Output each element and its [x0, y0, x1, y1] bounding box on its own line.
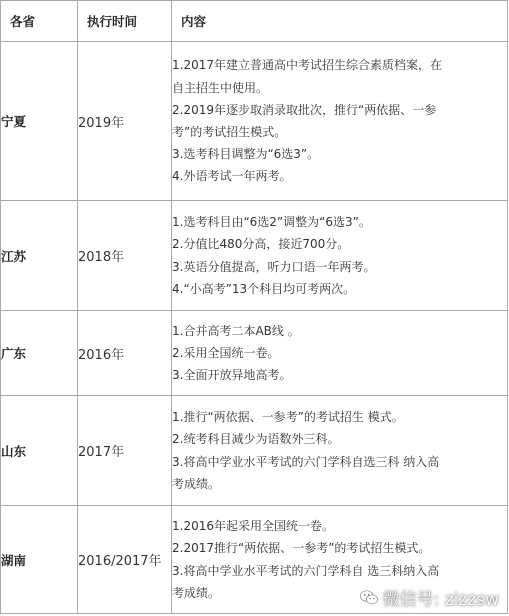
content-line: 自主招生中使用。: [172, 80, 269, 95]
content-line: 4.“小高考”13个科目均可考两次。: [172, 281, 356, 296]
content-line: 1.2016年起采用全国统一卷。: [172, 519, 334, 534]
table-row-guangdong: [1, 311, 508, 396]
content-line: 考成绩。: [172, 585, 221, 600]
content-line: 2.采用全国统一卷。: [172, 345, 280, 360]
content-line: 2.统考科目减少为语数外三科。: [172, 432, 340, 447]
watermark-text: 微信号: zizzsw: [382, 590, 499, 610]
content-line: 1.合并高考二本AB线 。: [172, 323, 300, 338]
watermark: [360, 585, 499, 610]
province-cell: 江苏: [1, 201, 78, 311]
content-line: 2.2019年逐步取消录取批次，推行“两依据、一参: [172, 102, 437, 117]
table-row-shandong: [1, 396, 508, 506]
content-cell: [172, 201, 508, 311]
province-cell: 山东: [1, 396, 78, 506]
year-cell: 2018年: [78, 201, 172, 311]
content-line: 1.2017年建立普通高中考试招生综合素质档案，在: [172, 58, 442, 73]
year-cell: 2019年: [78, 42, 172, 201]
header-execution-time: 执行时间: [78, 1, 172, 42]
province-cell: 广东: [1, 311, 78, 396]
table-row-jiangsu: [1, 201, 508, 311]
province-cell: 湖南: [1, 506, 78, 614]
table-header-row: [1, 1, 508, 42]
content-line: 2.分值比480分高，接近700分。: [172, 237, 350, 252]
content-line: 3.将高中学业水平考试的六门学科自选三科 纳入高: [172, 454, 440, 469]
year-cell: 2016/2017年: [78, 506, 172, 614]
content-line: 考”的考试招生模式。: [172, 125, 287, 139]
content-cell: [172, 42, 508, 201]
content-cell: [172, 311, 508, 396]
wechat-icon: [360, 590, 378, 605]
header-province: 各省: [1, 1, 78, 42]
table-row-ningxia: [1, 42, 508, 201]
content-line: 3.全面开放异地高考。: [172, 368, 292, 383]
content-line: 1.推行“两依据、一参考”的考试招生 模式。: [172, 410, 404, 425]
content-line: 4.外语考试一年两考。: [172, 169, 292, 184]
content-line: 3.选考科目调整为“6选3”。: [172, 147, 320, 162]
content-cell: [172, 396, 508, 506]
content-line: 2.2017推行“两依据、一参考”的考试招生模式。: [172, 541, 431, 556]
content-line: 3.英语分值提高，听力口语一年两考。: [172, 259, 376, 274]
year-cell: 2017年: [78, 396, 172, 506]
content-line: 1.选考科目由“6选2”调整为“6选3”。: [172, 215, 371, 230]
header-content: 内容: [172, 1, 508, 42]
province-cell: 宁夏: [1, 42, 78, 201]
content-line: 考成绩。: [172, 476, 221, 491]
content-line: 3.将高中学业水平考试的六门学科自 选三科纳入高: [172, 563, 440, 578]
year-cell: 2016年: [78, 311, 172, 396]
